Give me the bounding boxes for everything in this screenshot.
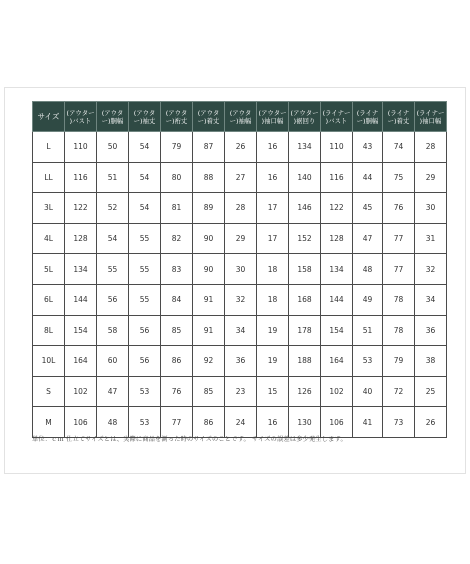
table-row bbox=[33, 193, 447, 224]
header-label-line: ー)袖幅 bbox=[229, 116, 252, 125]
table-cell: 18 bbox=[257, 284, 289, 315]
table-cell: 90 bbox=[193, 254, 225, 285]
table-cell: 128 bbox=[65, 223, 97, 254]
table-cell: 144 bbox=[65, 284, 97, 315]
size-label-cell: LL bbox=[33, 162, 65, 193]
table-cell: 76 bbox=[161, 376, 193, 407]
table-cell: 116 bbox=[65, 162, 97, 193]
table-cell: 52 bbox=[97, 193, 129, 224]
table-cell: 53 bbox=[129, 407, 161, 438]
table-cell: 34 bbox=[225, 315, 257, 346]
column-header bbox=[353, 102, 383, 132]
table-cell: 56 bbox=[129, 346, 161, 377]
column-header bbox=[257, 102, 289, 132]
table-cell: 48 bbox=[97, 407, 129, 438]
table-cell: 83 bbox=[161, 254, 193, 285]
column-header bbox=[289, 102, 321, 132]
table-cell: 44 bbox=[353, 162, 383, 193]
table-cell: 110 bbox=[321, 132, 353, 163]
table-cell: 49 bbox=[353, 284, 383, 315]
table-cell: 79 bbox=[161, 132, 193, 163]
table-cell: 56 bbox=[97, 284, 129, 315]
table-cell: 86 bbox=[193, 407, 225, 438]
header-label-line: ー)着丈 bbox=[387, 116, 410, 125]
table-cell: 51 bbox=[97, 162, 129, 193]
table-cell: 106 bbox=[65, 407, 97, 438]
table-cell: 102 bbox=[65, 376, 97, 407]
table-cell: 134 bbox=[289, 132, 321, 163]
table-cell: 77 bbox=[161, 407, 193, 438]
size-label-cell: S bbox=[33, 376, 65, 407]
table-cell: 126 bbox=[289, 376, 321, 407]
header-label-line: (ライナー bbox=[322, 108, 351, 117]
table-cell: 140 bbox=[289, 162, 321, 193]
header-label-line: (ライナー bbox=[416, 108, 445, 117]
table-cell: 23 bbox=[225, 376, 257, 407]
table-cell: 26 bbox=[415, 407, 447, 438]
table-cell: 19 bbox=[257, 346, 289, 377]
table-cell: 79 bbox=[383, 346, 415, 377]
header-label-line: (アウタ bbox=[101, 108, 124, 117]
table-cell: 78 bbox=[383, 315, 415, 346]
header-label-line: (アウタ bbox=[133, 108, 156, 117]
table-cell: 86 bbox=[161, 346, 193, 377]
table-cell: 28 bbox=[415, 132, 447, 163]
header-label-line: (ライナ bbox=[387, 108, 410, 117]
table-cell: 90 bbox=[193, 223, 225, 254]
header-label-line: (アウター bbox=[258, 108, 287, 117]
table-cell: 102 bbox=[321, 376, 353, 407]
header-label-line: )バスト bbox=[69, 116, 92, 125]
table-cell: 16 bbox=[257, 407, 289, 438]
table-row bbox=[33, 284, 447, 315]
header-label-line: ー)袖丈 bbox=[133, 116, 156, 125]
table-cell: 36 bbox=[415, 315, 447, 346]
table-cell: 91 bbox=[193, 284, 225, 315]
table-cell: 58 bbox=[97, 315, 129, 346]
table-cell: 56 bbox=[129, 315, 161, 346]
table-cell: 76 bbox=[383, 193, 415, 224]
table-cell: 152 bbox=[289, 223, 321, 254]
column-header bbox=[415, 102, 447, 132]
size-label-cell: 4L bbox=[33, 223, 65, 254]
header-label-line: )バスト bbox=[325, 116, 348, 125]
table-cell: 55 bbox=[129, 254, 161, 285]
table-cell: 25 bbox=[415, 376, 447, 407]
size-label-cell: L bbox=[33, 132, 65, 163]
table-cell: 134 bbox=[65, 254, 97, 285]
table-cell: 51 bbox=[353, 315, 383, 346]
table-cell: 47 bbox=[97, 376, 129, 407]
table-cell: 50 bbox=[97, 132, 129, 163]
table-row bbox=[33, 315, 447, 346]
table-cell: 110 bbox=[65, 132, 97, 163]
header-label-line: ー)胴幅 bbox=[356, 116, 379, 125]
header-label-line: (アウタ bbox=[197, 108, 220, 117]
header-label-line: )裾回り bbox=[293, 116, 316, 125]
table-cell: 154 bbox=[321, 315, 353, 346]
measurement-note: 単位：ｃｍ 仕立てサイズとは、実際に商品を測った時のサイズのことです。 サイズの誤差は多少発生します。 bbox=[32, 436, 347, 443]
table-cell: 15 bbox=[257, 376, 289, 407]
table-row bbox=[33, 254, 447, 285]
table-cell: 26 bbox=[225, 132, 257, 163]
table-cell: 29 bbox=[225, 223, 257, 254]
table-cell: 164 bbox=[321, 346, 353, 377]
table-cell: 29 bbox=[415, 162, 447, 193]
table-cell: 28 bbox=[225, 193, 257, 224]
table-cell: 144 bbox=[321, 284, 353, 315]
size-label-cell: M bbox=[33, 407, 65, 438]
table-cell: 84 bbox=[161, 284, 193, 315]
table-cell: 78 bbox=[383, 284, 415, 315]
table-cell: 81 bbox=[161, 193, 193, 224]
header-label-line: (アウタ bbox=[165, 108, 188, 117]
table-cell: 55 bbox=[129, 284, 161, 315]
table-cell: 87 bbox=[193, 132, 225, 163]
header-label-line: サイズ bbox=[37, 111, 60, 121]
size-label-cell: 3L bbox=[33, 193, 65, 224]
table-row bbox=[33, 162, 447, 193]
table-body bbox=[33, 132, 447, 438]
table-cell: 36 bbox=[225, 346, 257, 377]
table-row bbox=[33, 346, 447, 377]
table-cell: 158 bbox=[289, 254, 321, 285]
table-cell: 30 bbox=[225, 254, 257, 285]
column-header bbox=[225, 102, 257, 132]
table-cell: 178 bbox=[289, 315, 321, 346]
table-row bbox=[33, 223, 447, 254]
column-header bbox=[129, 102, 161, 132]
table-cell: 43 bbox=[353, 132, 383, 163]
table-cell: 73 bbox=[383, 407, 415, 438]
table-cell: 32 bbox=[225, 284, 257, 315]
table-cell: 40 bbox=[353, 376, 383, 407]
table-cell: 54 bbox=[129, 132, 161, 163]
table-cell: 188 bbox=[289, 346, 321, 377]
table-cell: 18 bbox=[257, 254, 289, 285]
table-cell: 85 bbox=[193, 376, 225, 407]
table-cell: 41 bbox=[353, 407, 383, 438]
table-cell: 38 bbox=[415, 346, 447, 377]
header-label-line: )袖口幅 bbox=[419, 116, 442, 125]
table-cell: 116 bbox=[321, 162, 353, 193]
column-header bbox=[321, 102, 353, 132]
header-label-line: (ライナ bbox=[356, 108, 379, 117]
header-label-line: ー)胴幅 bbox=[101, 116, 124, 125]
header-label-line: ー)裄丈 bbox=[165, 116, 188, 125]
table-cell: 128 bbox=[321, 223, 353, 254]
table-row bbox=[33, 407, 447, 438]
size-label-cell: 8L bbox=[33, 315, 65, 346]
column-header bbox=[383, 102, 415, 132]
table-cell: 91 bbox=[193, 315, 225, 346]
size-label-cell: 10L bbox=[33, 346, 65, 377]
table-cell: 27 bbox=[225, 162, 257, 193]
header-label-line: )袖口幅 bbox=[261, 116, 284, 125]
table-cell: 54 bbox=[97, 223, 129, 254]
table-cell: 164 bbox=[65, 346, 97, 377]
table-cell: 122 bbox=[65, 193, 97, 224]
table-cell: 72 bbox=[383, 376, 415, 407]
header-label-line: (アウタ bbox=[229, 108, 252, 117]
column-header bbox=[65, 102, 97, 132]
table-cell: 47 bbox=[353, 223, 383, 254]
size-label-cell: 6L bbox=[33, 284, 65, 315]
table-cell: 54 bbox=[129, 162, 161, 193]
table-cell: 168 bbox=[289, 284, 321, 315]
table-cell: 77 bbox=[383, 254, 415, 285]
table-cell: 34 bbox=[415, 284, 447, 315]
table-cell: 122 bbox=[321, 193, 353, 224]
header-label-line: ー)着丈 bbox=[197, 116, 220, 125]
column-header bbox=[97, 102, 129, 132]
table-cell: 31 bbox=[415, 223, 447, 254]
size-chart-card bbox=[4, 87, 466, 474]
table-cell: 24 bbox=[225, 407, 257, 438]
table-cell: 85 bbox=[161, 315, 193, 346]
header-size bbox=[33, 102, 65, 132]
table-cell: 74 bbox=[383, 132, 415, 163]
table-cell: 53 bbox=[129, 376, 161, 407]
column-header bbox=[161, 102, 193, 132]
table-cell: 30 bbox=[415, 193, 447, 224]
header-label-line: (アウター bbox=[66, 108, 95, 117]
table-cell: 54 bbox=[129, 193, 161, 224]
table-cell: 19 bbox=[257, 315, 289, 346]
table-row bbox=[33, 376, 447, 407]
size-label-cell: 5L bbox=[33, 254, 65, 285]
table-cell: 16 bbox=[257, 132, 289, 163]
table-cell: 53 bbox=[353, 346, 383, 377]
table-row bbox=[33, 132, 447, 163]
table-cell: 130 bbox=[289, 407, 321, 438]
table-cell: 48 bbox=[353, 254, 383, 285]
table-cell: 77 bbox=[383, 223, 415, 254]
table-cell: 106 bbox=[321, 407, 353, 438]
table-cell: 60 bbox=[97, 346, 129, 377]
table-cell: 80 bbox=[161, 162, 193, 193]
table-cell: 55 bbox=[129, 223, 161, 254]
table-cell: 92 bbox=[193, 346, 225, 377]
table-cell: 154 bbox=[65, 315, 97, 346]
table-cell: 55 bbox=[97, 254, 129, 285]
table-cell: 45 bbox=[353, 193, 383, 224]
table-cell: 134 bbox=[321, 254, 353, 285]
table-cell: 17 bbox=[257, 223, 289, 254]
column-header bbox=[193, 102, 225, 132]
header-label-line: (アウター bbox=[290, 108, 319, 117]
table-cell: 17 bbox=[257, 193, 289, 224]
table-cell: 146 bbox=[289, 193, 321, 224]
table-cell: 32 bbox=[415, 254, 447, 285]
size-table bbox=[32, 101, 447, 438]
table-cell: 75 bbox=[383, 162, 415, 193]
table-cell: 16 bbox=[257, 162, 289, 193]
table-cell: 89 bbox=[193, 193, 225, 224]
table-cell: 88 bbox=[193, 162, 225, 193]
table-cell: 82 bbox=[161, 223, 193, 254]
table-header-row bbox=[33, 102, 447, 132]
